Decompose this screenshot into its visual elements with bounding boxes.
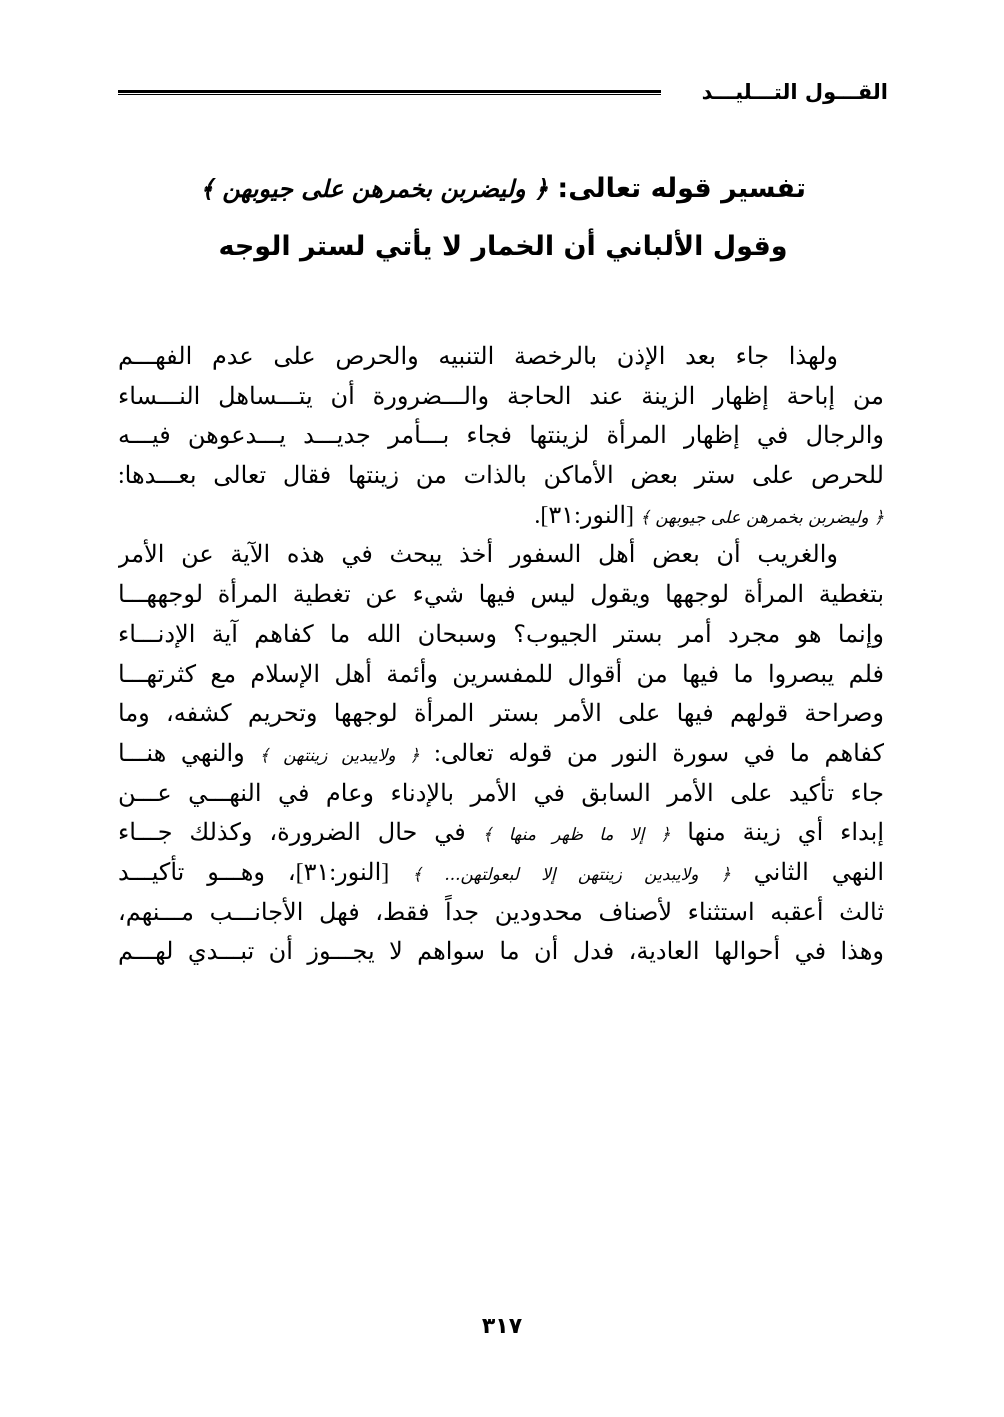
body-text xyxy=(118,338,884,973)
body-line: للحرص على ستر بعض الأماكن بالذات من زينتها فقال تعالى بعـــدها: xyxy=(118,463,884,490)
body-text-segment: والنهي هنـــا xyxy=(118,740,260,767)
quran-quote: ﴿ إلا ما ظهر منها ﴾ xyxy=(482,825,671,846)
chapter-title-text: تفسير قوله تعالى: xyxy=(548,173,806,204)
quran-quote: ﴿ ولايبدين زينتهن ﴾ xyxy=(259,745,420,766)
header-rule xyxy=(118,90,661,95)
body-line: جاء تأكيد على الأمر السابق في الأمر بالإدناء وعام في النهـــي عـــن xyxy=(118,780,884,807)
body-line: من إباحة إظهار الزينة عند الحاجة والـــضرورة أن يتـــساهل النـــساء xyxy=(118,383,884,410)
chapter-title-line-2: وقول الألباني أن الخمار لا يأتي لستر الوجه xyxy=(218,231,788,262)
body-line xyxy=(118,854,884,894)
body-text-segment: كفاهم ما في سورة النور من قوله تعالى: xyxy=(419,740,884,767)
body-line: ثالث أعقبه استثناء لأصناف محدودين جداً فقط، فهل الأجانـــب مـــنهم، xyxy=(118,899,884,926)
verse-reference: [النور:٣١]. xyxy=(534,502,641,529)
quran-quote: ﴿ ولايبدين زينتهن إلا لبعولتهن... ﴾ xyxy=(412,864,731,885)
body-line: والرجال في إظهار المرأة لزينتها فجاء بـــأمر جديـــد يـــدعوهن فيـــه xyxy=(118,423,884,450)
running-header xyxy=(118,72,888,112)
running-title: القـــول التـــليـــد xyxy=(701,80,888,104)
chapter-title-line-1 xyxy=(120,160,886,218)
page-number: ٣١٧ xyxy=(481,1314,523,1339)
body-line: فلم يبصروا ما فيها من أقوال للمفسرين وأئمة أهل الإسلام مع كثرتهـــا xyxy=(118,661,884,688)
chapter-title xyxy=(120,160,886,276)
body-line: بتغطية المرأة لوجهها ويقول ليس فيها شيء عن تغطية المرأة لوجههـــا xyxy=(118,582,884,609)
body-text-segment: في حال الضرورة، وكذلك جـــاء xyxy=(118,820,483,847)
body-line xyxy=(118,814,884,854)
body-line: وإنما هو مجرد أمر بستر الجيوب؟ وسبحان الله ما كفاهم آية الإدنـــاء xyxy=(118,621,884,648)
body-line: والغريب أن بعض أهل السفور أخذ يبحث في هذه الآية عن الأمر xyxy=(118,542,838,569)
body-text-segment: [النور:٣١]، وهـــو تأكيـــد xyxy=(118,859,413,886)
body-line: ولهذا جاء بعد الإذن بالرخصة التنبيه والحرص على عدم الفهـــم xyxy=(118,344,838,370)
body-line xyxy=(118,735,884,775)
quran-quote: ﴿ وليضربن بخمرهن على جيوبهن ﴾ xyxy=(640,507,884,528)
body-line xyxy=(118,497,884,537)
quran-quote: ﴿ وليضربن بخمرهن على جيوبهن ﴾ xyxy=(200,174,549,203)
body-text-segment: النهي الثاني xyxy=(730,859,884,886)
body-text-segment: إبداء أي زينة منها xyxy=(670,820,884,847)
body-line: وهذا في أحوالها العادية، فدل أن ما سواهم لا يجـــوز أن تبـــدي لهـــم xyxy=(118,939,884,966)
body-line: وصراحة قولهم فيها على الأمر بستر المرأة لوجهها وتحريم كشفه، وما xyxy=(118,701,884,728)
